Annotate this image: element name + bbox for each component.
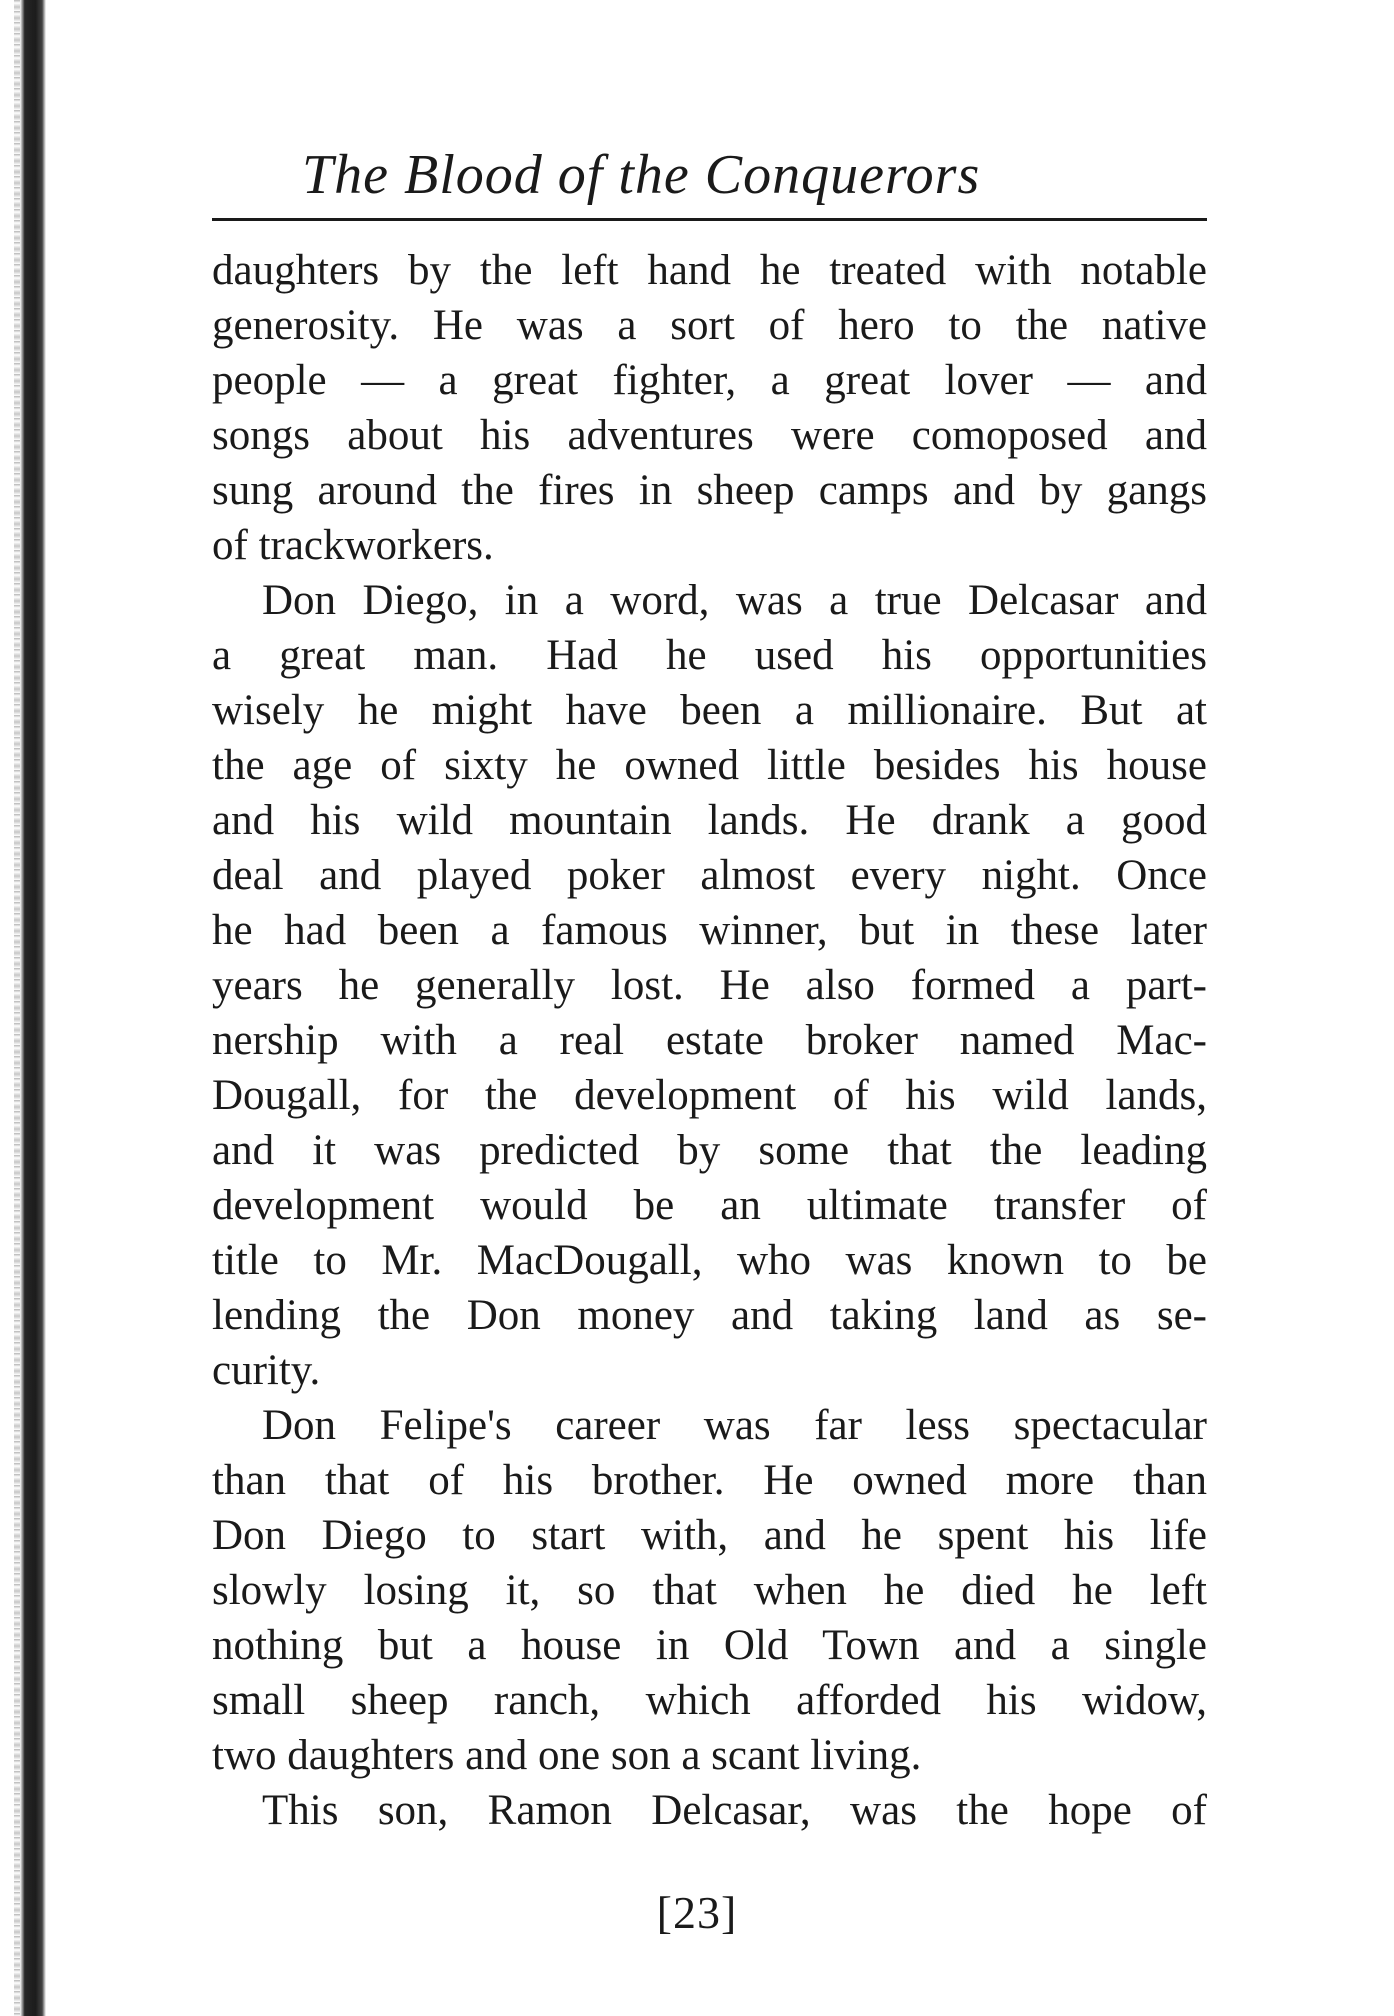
text-line: songs about his adventures were comoposed and (212, 412, 1207, 459)
text-line: Dougall, for the development of his wild lands, (212, 1072, 1207, 1119)
text-line: This son, Ramon Delcasar, was the hope of (262, 1787, 1207, 1834)
running-title: The Blood of the Conquerors (302, 144, 981, 206)
text-line: of trackworkers. (212, 522, 494, 569)
running-head (212, 135, 1207, 225)
text-line: Don Felipe's career was far less spectacular (262, 1402, 1207, 1449)
page-number: [23] (656, 1887, 738, 1938)
text-line: he had been a famous winner, but in these later (212, 907, 1207, 954)
text-line: wisely he might have been a millionaire. But at (212, 687, 1207, 734)
text-line: nothing but a house in Old Town and a single (212, 1622, 1207, 1669)
text-line: title to Mr. MacDougall, who was known to be (212, 1237, 1207, 1284)
text-line: than that of his brother. He owned more than (212, 1457, 1207, 1504)
text-line: small sheep ranch, which afforded his widow, (212, 1677, 1207, 1724)
text-line: development would be an ultimate transfer of (212, 1182, 1207, 1229)
book-binding-edge (20, 0, 46, 2016)
text-line: sung around the fires in sheep camps and by gangs (212, 467, 1207, 514)
text-line: generosity. He was a sort of hero to the native (212, 302, 1207, 349)
text-line: and his wild mountain lands. He drank a good (212, 797, 1207, 844)
text-line: Don Diego to start with, and he spent his life (212, 1512, 1207, 1559)
text-line: two daughters and one son a scant living. (212, 1732, 922, 1779)
text-line: curity. (212, 1347, 321, 1394)
text-line: people — a great fighter, a great lover — and (212, 357, 1207, 404)
text-line: a great man. Had he used his opportunities (212, 632, 1207, 679)
text-line: nership with a real estate broker named Mac- (212, 1017, 1207, 1064)
text-line: Don Diego, in a word, was a true Delcasar and (262, 577, 1207, 624)
text-line: lending the Don money and taking land as se- (212, 1292, 1207, 1339)
text-line: the age of sixty he owned little besides his house (212, 742, 1207, 789)
text-line: and it was predicted by some that the leading (212, 1127, 1207, 1174)
text-line: slowly losing it, so that when he died he left (212, 1567, 1207, 1614)
text-line: deal and played poker almost every night. Once (212, 852, 1207, 899)
body-text (212, 243, 1207, 1838)
header-rule (212, 218, 1207, 221)
text-line: daughters by the left hand he treated with notable (212, 247, 1207, 294)
text-line: years he generally lost. He also formed a part- (212, 962, 1207, 1009)
